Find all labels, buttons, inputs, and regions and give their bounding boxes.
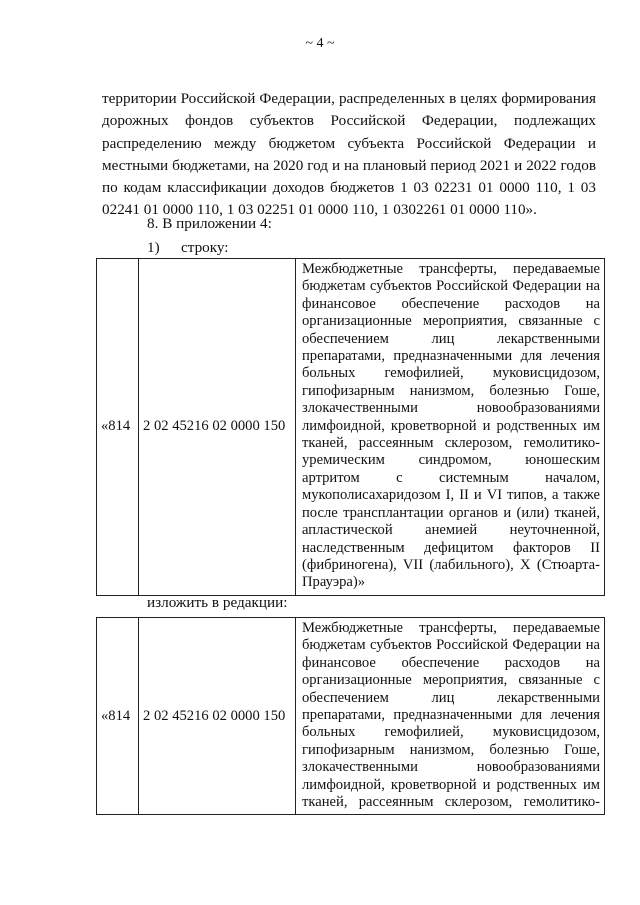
item-number: 1) (147, 239, 160, 256)
replace-label: изложить в редакции: (147, 594, 288, 611)
description-cell: Межбюджетные трансферты, передаваемые бюджетам субъектов Российской Федерации на финансовое обеспечение расходов на организационные мероприятия, связанные с обеспечением лиц лекарственными препаратами, предназначенными для лечения больных гемофилией, муковисцидозом, гипофизарным нанизмом, болезнью Гоше, злокачественными новообразованиями лимфоидной, кроветворной и родственных им тканей, рассеянным склерозом, гемолитико-уремическим синдромом, юношеским артритом с системным началом, мукополисахаридозом I, II и VI типов, а также после трансплантации органов и (или) тканей, апластической анемией неуточненной, наследственным дефицитом факторов II (фибриногена), VII (лабильного), X (Стюарта-Прауэра)» (296, 259, 605, 596)
section-heading: 8. В приложении 4: (147, 215, 272, 232)
table-row (97, 259, 605, 596)
revenue-code-cell: 2 02 45216 02 0000 150 (139, 618, 296, 815)
new-row-table (96, 617, 605, 815)
page-number: ~ 4 ~ (305, 36, 335, 51)
description-cell: Межбюджетные трансферты, передаваемые бюджетам субъектов Российской Федерации на финансовое обеспечение расходов на организационные мероприятия, связанные с обеспечением лиц лекарственными препаратами, предназначенными для лечения больных гемофилией, муковисцидозом, гипофизарным нанизмом, болезнью Гоше, злокачественными новообразованиями лимфоидной, кроветворной и родственных им тканей, рассеянным склерозом, гемолитико- (296, 618, 605, 815)
item-line (147, 238, 229, 258)
revenue-code-cell: 2 02 45216 02 0000 150 (139, 259, 296, 596)
intro-paragraph: территории Российской Федерации, распределенных в целях формирования дорожных фондов субъектов Российской Федерации, подлежащих распределению между бюджетом субъекта Российской Федерации и местными бюджетами, на 2020 год и на плановый период 2021 и 2022 годов по кодам классификации доходов бюджетов 1 03 02231 01 0000 110, 1 03 02241 01 0000 110, 1 03 02251 01 0000 110, 1 0302261 01 0000 110». (102, 90, 596, 219)
admin-code-cell: «814 (97, 618, 139, 815)
item-label: строку: (181, 239, 229, 256)
original-row-table (96, 258, 605, 596)
new-row-clip (96, 617, 608, 834)
table-row (97, 618, 605, 815)
admin-code-cell: «814 (97, 259, 139, 596)
